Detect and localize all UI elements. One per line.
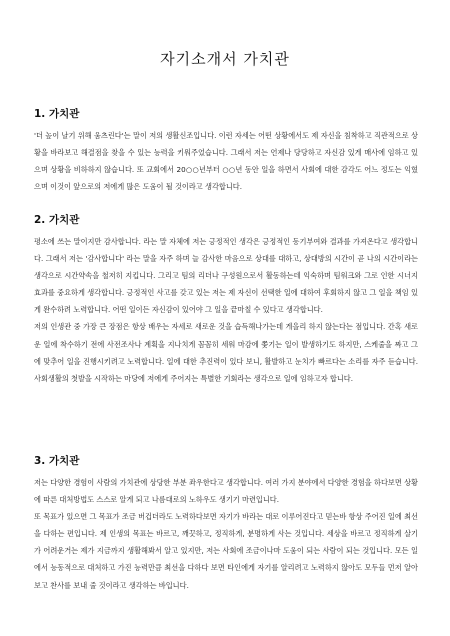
section-3 — [34, 453, 418, 594]
section-paragraph: 저는 다양한 경험이 사람의 가치관에 상당한 부분 좌우한다고 생각합니다. 여러 가지 분야에서 다양한 경험을 하다보면 상황에 따른 대처방법도 스스로 알게 되고 나름대로의 노하우도 생기기 마련입니다. — [34, 478, 418, 505]
page-title: 자기소개서 가치관 — [160, 50, 290, 68]
section-paragraph: 또 목표가 있으면 그 목표가 조금 버겁더라도 노력하다보면 자기가 바라는 대로 이루어진다고 믿는바 항상 주어진 일에 최선을 다하는 편입니다. 제 인생의 목표는 바르고, 깨끗하고, 정직하게, 분명하게 사는 것입니다. 세상을 바르고 정직하게 살기가 어려운거는 제가 지금까지 생활해봐서 알고 있지만, 저는 사회에 조금이나마 도움이 되는 사람이 되는 것입니다. 모든 일에서 능동적으로 대처하고 가진 능력만큼 최선을 다하다 보면 타인에게 자기를 알리려고 노력하지 않아도 모두들 먼저 알아보고 찬사를 보내 줄 것이라고 생각하는 바입니다. — [34, 512, 418, 590]
section-paragraph: 저의 인생관 중 가장 큰 장점은 항상 배우는 자세로 새로운 것을 습득해나가는데 게을리 하지 않는다는 점입니다. 간혹 새로운 일에 착수하기 전에 사전조사나 계획을 지나치게 꼼꼼히 세워 마감에 쫓기는 일이 발생하기도 하지만, 스케줄을 짜고 그에 맞추어 일을 진행시키려고 노력합니다. 일에 대한 추진력이 있다 보니, 활발하고 눈치가 빠르다는 소리를 자주 듣습니다. 사회생활의 첫발을 시작하는 마당에 저에게 주어지는 특별한 기회라는 생각으로 일에 임하고자 합니다. — [34, 322, 418, 383]
section-paragraph: '더 높이 날기 위해 움츠린다'는 말이 저의 생활신조입니다. 이런 자세는 어떤 상황에서도 제 자신을 침착하고 직관적으로 상황을 바라보고 해결점을 찾을 수 있는 능력을 키워주었습니다. 그래서 저는 언제나 당당하고 자신감 있게 매사에 임하고 있으며 상황을 비하하지 않습니다. 또 교회에서 20○○년부터 ○○년 동안 일을 하면서 사회에 대한 감각도 어느 정도는 익혔으며 이것이 앞으로의 저에게 많은 도움이 될 것이라고 생각합니다. — [34, 131, 418, 192]
section-heading: 2. 가치관 — [34, 214, 80, 226]
section-paragraph: 평소에 쓰는 말이지만 감사합니다. 라는 말 자체에 저는 긍정적인 생각은 긍정적인 동기부여와 결과를 가져온다고 생각합니다. 그래서 저는 '감사합니다' 라는 말을 자주 하며 늘 감사한 마음으로 상대를 대하고, 상대방의 시간이 곧 나의 시간이라는 생각으로 시간약속을 철저히 지킵니다. 그리고 팀의 리더나 구성원으로서 활동하는데 익숙하며 팀워크와 그로 인한 시너지 효과를 중요하게 생각합니다. 긍정적인 사고를 갖고 있는 저는 제 자신이 선택한 일에 대하여 후회하지 않고 그 일을 책임 있게 완수하려 노력합니다. 어떤 일이든 자신감이 있어야 그 일을 끝마칠 수 있다고 생각합니다. — [34, 237, 418, 315]
section-2 — [34, 212, 418, 387]
section-heading: 3. 가치관 — [34, 455, 80, 467]
section-heading: 1. 가치관 — [34, 108, 80, 120]
section-1 — [34, 106, 418, 195]
